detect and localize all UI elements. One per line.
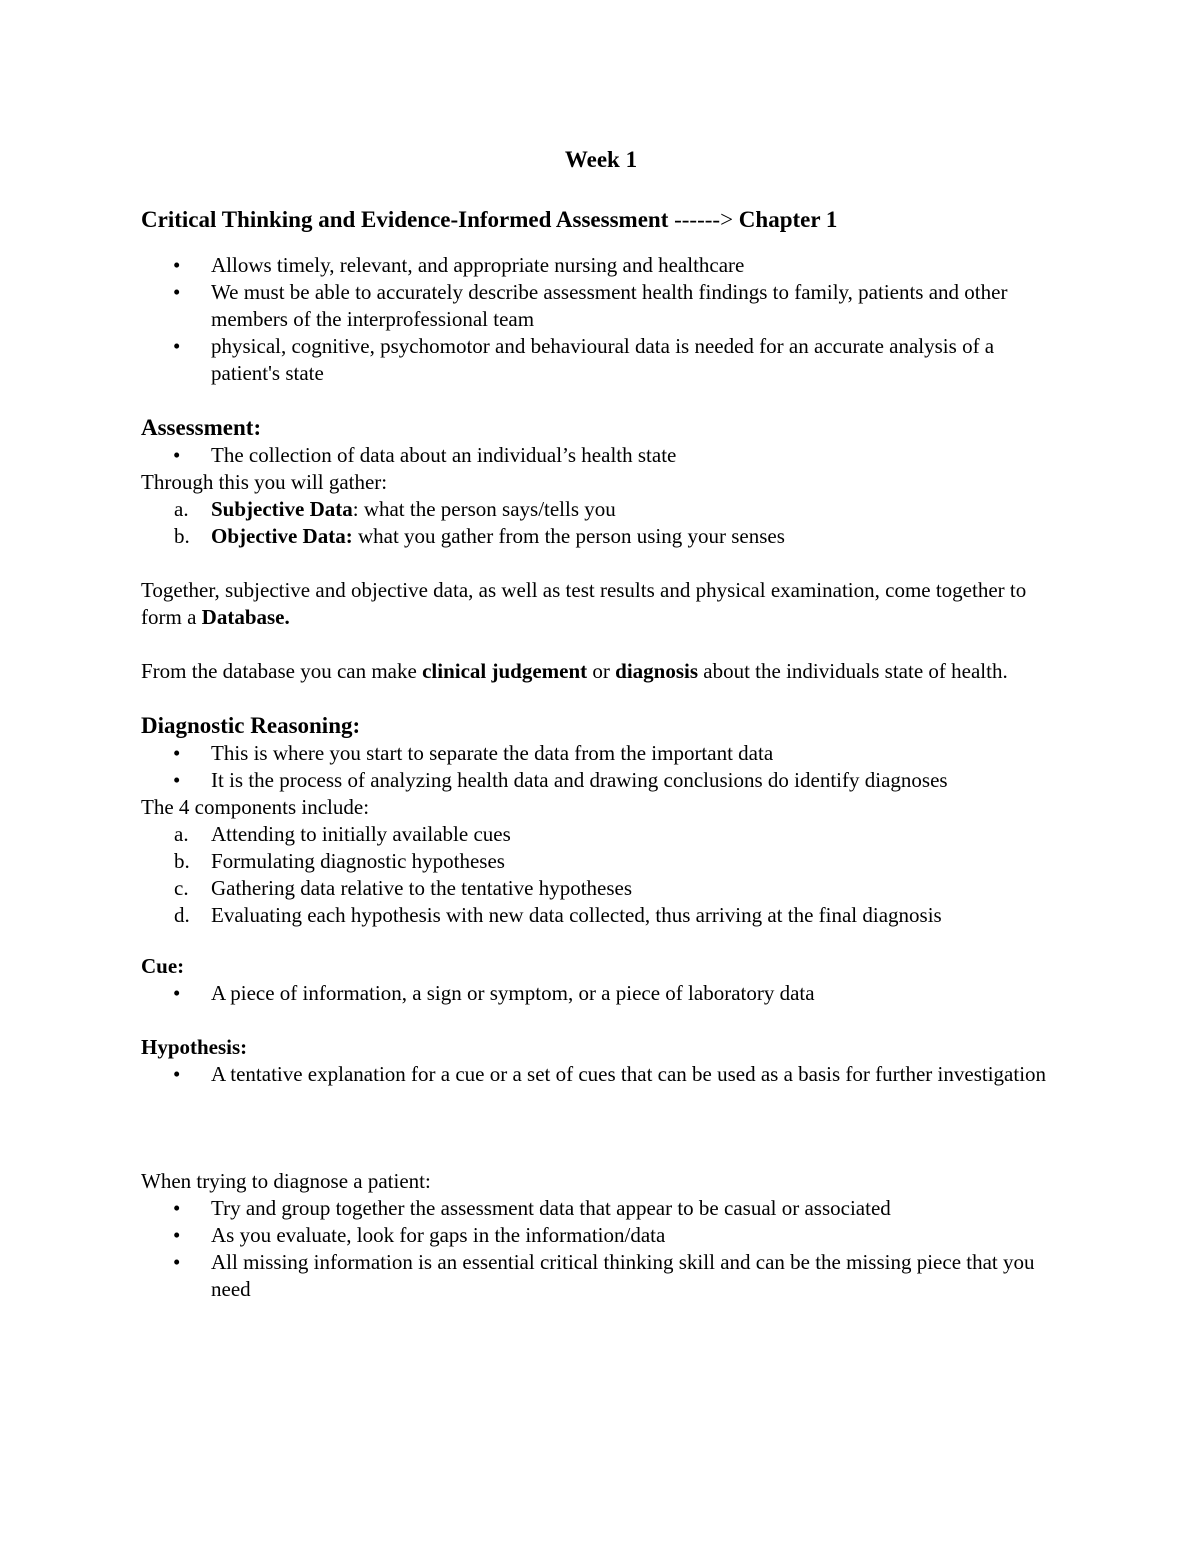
list-item: • A piece of information, a sign or symptom, or a piece of laboratory data	[141, 980, 1061, 1007]
judgement-text-3: about the individuals state of health.	[698, 659, 1008, 683]
intro-bullet-list	[141, 252, 1061, 387]
list-marker: c.	[174, 876, 189, 900]
list-marker: b.	[174, 849, 190, 873]
components-lead: The 4 components include:	[141, 795, 370, 819]
chapter-label: Chapter 1	[738, 207, 838, 232]
subjective-data-term: Subjective Data	[211, 497, 353, 521]
document-content	[141, 146, 1061, 1303]
list-item	[141, 523, 1061, 550]
judgement-text-2: or	[587, 659, 616, 683]
clinical-judgement-term: clinical judgement	[422, 659, 588, 683]
list-item-text: Gathering data relative to the tentative hypotheses	[211, 876, 633, 900]
objective-data-text: what you gather from the person using your senses	[352, 524, 785, 548]
chapter-topic: Critical Thinking and Evidence-Informed Assessment	[141, 207, 669, 232]
assessment-data-types	[141, 496, 1061, 550]
list-item	[141, 875, 1061, 902]
list-marker: d.	[174, 903, 190, 927]
subjective-data-text: : what the person says/tells you	[352, 497, 616, 521]
list-item: • The collection of data about an individual’s health state	[141, 442, 1061, 469]
chapter-arrow: ------>	[668, 207, 739, 232]
chapter-heading	[141, 206, 1061, 234]
components-list	[141, 821, 1061, 929]
list-item: • Allows timely, relevant, and appropriate nursing and healthcare	[141, 252, 1061, 279]
list-marker: a.	[174, 497, 189, 521]
list-item-text: Formulating diagnostic hypotheses	[211, 849, 505, 873]
list-marker: b.	[174, 524, 190, 548]
list-marker: a.	[174, 822, 189, 846]
list-item: • We must be able to accurately describe assessment health findings to family, patients and other members of the interprofessional team	[141, 279, 1061, 333]
list-item	[141, 902, 1061, 929]
list-item-text: Evaluating each hypothesis with new data collected, thus arriving at the final diagnosis	[211, 903, 942, 927]
database-term: Database.	[201, 605, 290, 629]
list-item-text: Attending to initially available cues	[211, 822, 511, 846]
list-item: • It is the process of analyzing health data and drawing conclusions do identify diagnoses	[141, 767, 1061, 794]
diagnose-lead: When trying to diagnose a patient:	[141, 1169, 431, 1193]
list-item: • Try and group together the assessment data that appear to be casual or associated	[141, 1195, 1061, 1222]
list-item: • All missing information is an essential critical thinking skill and can be the missing piece that you need	[141, 1249, 1061, 1303]
list-item: • This is where you start to separate the data from the important data	[141, 740, 1061, 767]
hypothesis-bullet-list	[141, 1061, 1061, 1088]
list-item	[141, 848, 1061, 875]
judgement-text-1: From the database you can make	[141, 659, 423, 683]
assessment-lead: Through this you will gather:	[141, 470, 388, 494]
list-item: • physical, cognitive, psychomotor and behavioural data is needed for an accurate analysis of a patient's state	[141, 333, 1061, 387]
hypothesis-heading: Hypothesis:	[141, 1035, 248, 1059]
objective-data-term: Objective Data:	[211, 524, 353, 548]
diagnose-bullet-list	[141, 1195, 1061, 1303]
list-item	[141, 821, 1061, 848]
assessment-bullet-list	[141, 442, 1061, 469]
week-title: Week 1	[564, 147, 638, 172]
cue-bullet-list	[141, 980, 1061, 1007]
assessment-heading: Assessment:	[141, 415, 262, 440]
diagnosis-term: diagnosis	[615, 659, 699, 683]
list-item	[141, 496, 1061, 523]
list-item: • As you evaluate, look for gaps in the information/data	[141, 1222, 1061, 1249]
database-paragraph	[141, 577, 1061, 631]
list-item: • A tentative explanation for a cue or a set of cues that can be used as a basis for further investigation	[141, 1061, 1061, 1088]
database-paragraph-text: Together, subjective and objective data, as well as test results and physical examination, come together to form a	[141, 578, 1027, 629]
judgement-paragraph	[141, 658, 1061, 685]
diagnostic-reasoning-heading: Diagnostic Reasoning:	[141, 713, 361, 738]
diagnostic-bullet-list	[141, 740, 1061, 794]
cue-heading: Cue:	[141, 954, 185, 978]
